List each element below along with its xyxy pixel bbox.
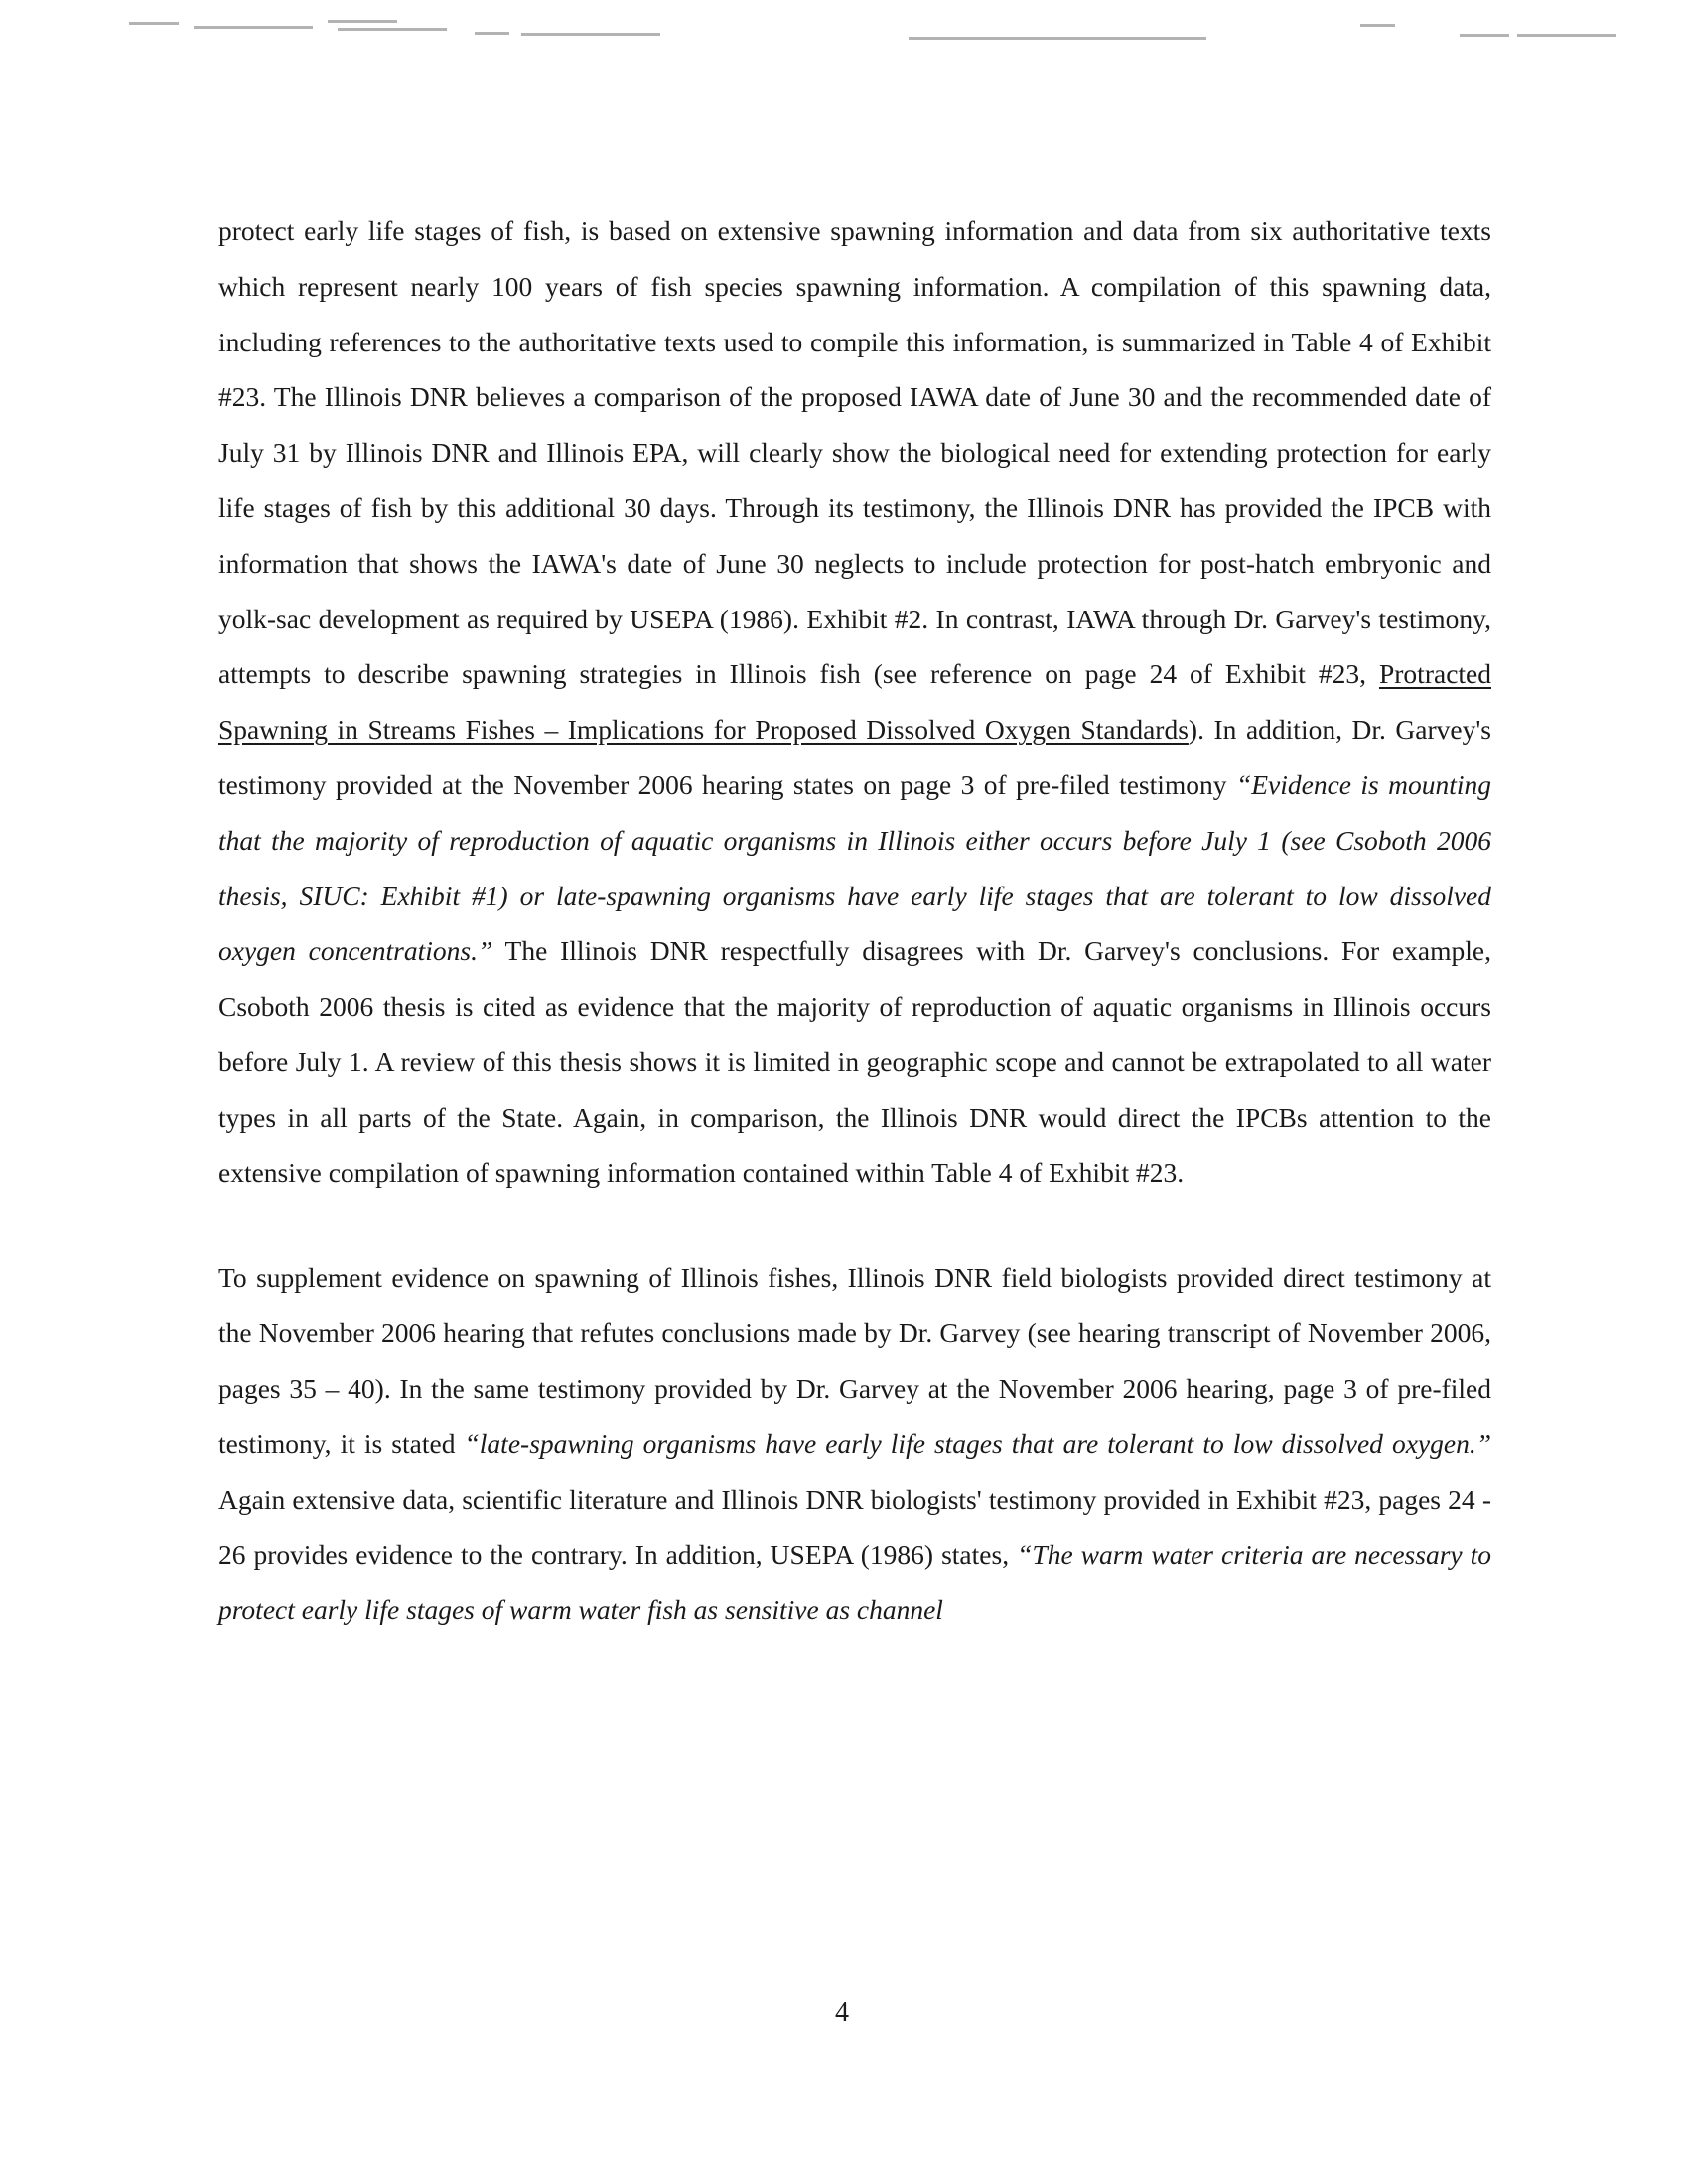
late-spawning-quote: “late-spawning organisms have early life stages that are tolerant to low dissolved oxygen.” <box>464 1428 1491 1459</box>
fax-header-artifact <box>0 0 1684 60</box>
paragraph-1-text-a: protect early life stages of fish, is based on extensive spawning information and data from six authoritative texts which represent nearly 100 years of fish species spawning information. A compilation of this spawning data, including references to the authoritative texts used to compile this information, is summarized in Table 4 of Exhibit #23. The Illinois DNR believes a comparison of the proposed IAWA date of June 30 and the recommended date of July 31 by Illinois DNR and Illinois EPA, will clearly show the biological need for extending protection for early life stages of fish by this additional 30 days. Through its testimony, the Illinois DNR has provided the IPCB with information that shows the IAWA's date of June 30 neglects to include protection for post-hatch embryonic and yolk-sac development as required by USEPA (1986). Exhibit #2. In contrast, IAWA through Dr. Garvey's testimony, attempts to describe spawning strategies in Illinois fish (see reference on page 24 of Exhibit #23, <box>218 215 1491 690</box>
paragraph-2 <box>218 1250 1491 1638</box>
garvey-quote: “Evidence is mounting that the majority of reproduction of aquatic organisms in Illinois either occurs before July 1 (see Csoboth 2006 thesis, SIUC: Exhibit #1) or late-spawning organisms have early life stages that are tolerant to low dissolved oxygen concentrations.” <box>218 768 1492 967</box>
underlined-report-title: Protracted Spawning in Streams Fishes – Implications for Proposed Dissolved Oxygen Standards <box>218 658 1491 746</box>
document-page <box>218 204 1491 1638</box>
paragraph-1-text-b: ). In addition, Dr. Garvey's testimony provided at the November 2006 hearing states on page 3 of pre-filed testimony <box>218 714 1492 800</box>
paragraph-1 <box>218 204 1491 1200</box>
paragraph-1-text-c: The Illinois DNR respectfully disagrees with Dr. Garvey's conclusions. For example, Csoboth 2006 thesis is cited as evidence that the majority of reproduction of aquatic organisms in Illinois occurs before July 1. A review of this thesis shows it is limited in geographic scope and cannot be extrapolated to all water types in all parts of the State. Again, in comparison, the Illinois DNR would direct the IPCBs attention to the extensive compilation of spawning information contained within Table 4 of Exhibit #23. <box>218 935 1491 1188</box>
usepa-quote: “The warm water criteria are necessary to protect early life stages of warm water fish as sensitive as channel <box>218 1539 1492 1626</box>
paragraph-2-text-b: Again extensive data, scientific literature and Illinois DNR biologists' testimony provided in Exhibit #23, pages 24 - 26 provides evidence to the contrary. In addition, USEPA (1986) states, <box>218 1483 1491 1570</box>
paragraph-2-text-a: To supplement evidence on spawning of Illinois fishes, Illinois DNR field biologists provided direct testimony at the November 2006 hearing that refutes conclusions made by Dr. Garvey (see hearing transcript of November 2006, pages 35 – 40). In the same testimony provided by Dr. Garvey at the November 2006 hearing, page 3 of pre-filed testimony, it is stated <box>218 1262 1491 1459</box>
page-number: 4 <box>835 1997 849 2028</box>
